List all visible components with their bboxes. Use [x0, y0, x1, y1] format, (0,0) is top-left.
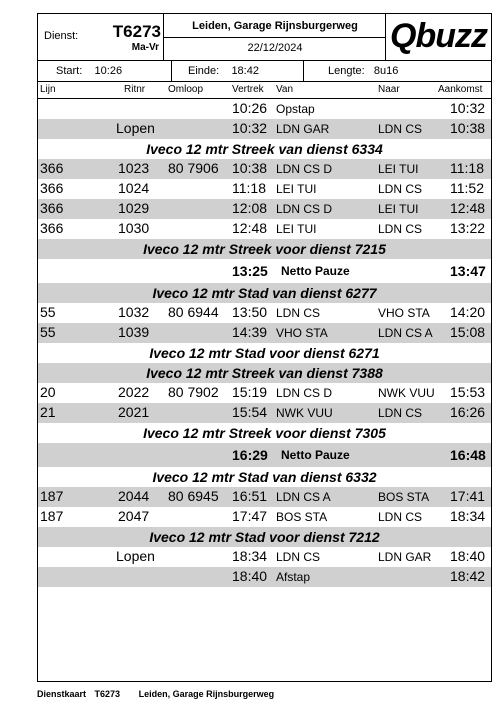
cell-ritnr: Lopen — [116, 548, 155, 564]
col-lijn: Lijn — [40, 84, 56, 95]
cell-aankomst: 13:22 — [450, 220, 486, 236]
start-label: Start: — [56, 65, 83, 77]
cell-van: LDN CS A — [276, 490, 331, 504]
cell-aankomst: 16:48 — [450, 447, 486, 463]
trip-row — [38, 403, 491, 423]
cell-ritnr: 2047 — [118, 508, 150, 524]
start-time: 10:26 — [94, 65, 123, 77]
cell-lijn: 366 — [40, 220, 64, 236]
cell-lijn: 366 — [40, 160, 64, 176]
cell-aankomst: 11:18 — [450, 160, 484, 176]
vehicle-title-row — [38, 467, 491, 487]
vehicle-title-row — [38, 527, 491, 547]
cell-ritnr: 2044 — [118, 488, 150, 504]
cell-text: Iveco 12 mtr Stad van dienst 6277 — [152, 285, 377, 301]
cell-aankomst: 10:32 — [450, 100, 486, 116]
einde-label: Einde: — [188, 65, 220, 77]
cell-ritnr: 2022 — [118, 384, 150, 400]
cell-vertrek: 18:40 — [232, 568, 268, 584]
cell-naar: LDN CS — [378, 182, 423, 196]
cell-ritnr: 1029 — [118, 200, 150, 216]
cell-naar: BOS STA — [378, 490, 430, 504]
cell-van: NWK VUU — [276, 406, 333, 420]
einde-time: 18:42 — [231, 65, 259, 77]
cell-vertrek: 15:54 — [232, 404, 268, 420]
dienst-code: T6273 — [112, 22, 161, 41]
cell-van: VHO STA — [276, 326, 328, 340]
trip-row — [38, 507, 491, 527]
cell-naar: NWK VUU — [378, 386, 435, 400]
cell-vertrek: 13:25 — [232, 263, 268, 279]
cell-vertrek: 16:29 — [232, 447, 268, 463]
cell-lijn: 55 — [40, 324, 56, 340]
cell-naar: LEI TUI — [378, 202, 419, 216]
dienst-label: Dienst: — [44, 30, 79, 42]
vehicle-title-row — [38, 363, 491, 383]
cell-naar: LDN CS A — [378, 326, 433, 340]
trip-row — [38, 547, 491, 567]
cell-van: LDN CS D — [276, 162, 333, 176]
cell-aankomst: 18:40 — [450, 548, 486, 564]
cell-aankomst: 10:38 — [450, 120, 486, 136]
column-header — [38, 81, 491, 99]
footer-code: T6273 — [94, 689, 121, 699]
cell-vertrek: 12:08 — [232, 200, 268, 216]
cell-vertrek: 16:51 — [232, 488, 268, 504]
footer-title: Dienstkaart — [37, 689, 87, 699]
schedule-rows — [38, 99, 491, 587]
trip-row — [38, 179, 491, 199]
col-van: Van — [276, 84, 294, 95]
cell-naar: LEI TUI — [378, 162, 419, 176]
vehicle-title-row — [38, 283, 491, 303]
cell-vertrek: 11:18 — [232, 180, 266, 196]
trip-row — [38, 199, 491, 219]
lengte-label: Lengte: — [328, 65, 365, 77]
cell-aankomst: 15:53 — [450, 384, 486, 400]
cell-lijn: 366 — [40, 180, 64, 196]
cell-ritnr: 1023 — [118, 160, 150, 176]
cell-text: Iveco 12 mtr Streek voor dienst 7215 — [143, 241, 386, 257]
col-ritnr: Ritnr — [124, 84, 146, 95]
cell-aankomst: 16:26 — [450, 404, 486, 420]
cell-aankomst: 14:20 — [450, 304, 486, 320]
cell-aankomst: 17:41 — [450, 488, 486, 504]
lengte-cell — [304, 61, 491, 81]
cell-van: LEI TUI — [276, 222, 317, 236]
lengte-value: 8u16 — [373, 65, 399, 77]
vehicle-title-row — [38, 423, 491, 443]
cell-vertrek: 18:34 — [232, 548, 268, 564]
cell-naar: LDN CS — [378, 222, 423, 236]
footer — [37, 689, 280, 699]
cell-van: LDN CS — [276, 550, 321, 564]
trip-row — [38, 119, 491, 139]
cell-omloop: 80 7906 — [168, 160, 219, 176]
cell-van: BOS STA — [276, 510, 328, 524]
cell-van: Netto Pauze — [281, 264, 350, 278]
qbuzz-logo: Qbuzz — [390, 17, 487, 55]
vehicle-title-row — [38, 239, 491, 259]
cell-naar: LDN GAR — [378, 550, 432, 564]
trip-row — [38, 487, 491, 507]
col-vertrek: Vertrek — [232, 84, 264, 95]
trip-row — [38, 159, 491, 179]
col-naar: Naar — [378, 84, 400, 95]
cell-aankomst: 12:48 — [450, 200, 486, 216]
cell-text: Iveco 12 mtr Streek voor dienst 7305 — [143, 425, 386, 441]
cell-text: Iveco 12 mtr Streek van dienst 7388 — [146, 365, 383, 381]
cell-van: Netto Pauze — [281, 448, 350, 462]
cell-van: Opstap — [276, 102, 315, 116]
header-logo-cell — [386, 14, 491, 60]
einde-cell — [172, 61, 304, 81]
cell-text: Iveco 12 mtr Stad van dienst 6332 — [152, 469, 377, 485]
cell-text: Iveco 12 mtr Stad voor dienst 7212 — [149, 529, 380, 545]
cell-aankomst: 11:52 — [450, 180, 484, 196]
col-omloop: Omloop — [168, 84, 204, 95]
cell-ritnr: 1039 — [118, 324, 150, 340]
cell-aankomst: 13:47 — [450, 263, 486, 279]
header-divider — [164, 37, 386, 38]
cell-ritnr: 2021 — [118, 404, 150, 420]
vehicle-title-row — [38, 343, 491, 363]
pause-row — [38, 259, 491, 283]
cell-lijn: 20 — [40, 384, 56, 400]
cell-lijn: 187 — [40, 508, 64, 524]
cell-lijn: 21 — [40, 404, 56, 420]
cell-lijn: 366 — [40, 200, 64, 216]
header — [38, 14, 491, 61]
shift-times-bar — [38, 61, 491, 82]
cell-omloop: 80 6944 — [168, 304, 219, 320]
cell-van: LDN CS D — [276, 386, 333, 400]
vehicle-title-row — [38, 139, 491, 159]
cell-ritnr: 1030 — [118, 220, 150, 236]
trip-row — [38, 303, 491, 323]
cell-van: Afstap — [276, 570, 311, 584]
cell-vertrek: 10:38 — [232, 160, 268, 176]
cell-vertrek: 13:50 — [232, 304, 268, 320]
cell-omloop: 80 6945 — [168, 488, 219, 504]
dienst-date: 22/12/2024 — [247, 42, 303, 54]
cell-text: Iveco 12 mtr Streek van dienst 6334 — [146, 141, 383, 157]
cell-aankomst: 18:34 — [450, 508, 486, 524]
cell-naar: LDN CS — [378, 406, 423, 420]
cell-van: LDN CS D — [276, 202, 333, 216]
dienstkaart-sheet — [37, 13, 492, 682]
cell-van: LDN GAR — [276, 122, 330, 136]
cell-naar: LDN CS — [378, 122, 423, 136]
cell-vertrek: 10:26 — [232, 100, 268, 116]
cell-lijn: 187 — [40, 488, 64, 504]
garage-name: Leiden, Garage Rijnsburgerweg — [192, 20, 358, 32]
cell-ritnr: 1024 — [118, 180, 150, 196]
trip-row — [38, 323, 491, 343]
cell-omloop: 80 7902 — [168, 384, 219, 400]
footer-garage: Leiden, Garage Rijnsburgerweg — [138, 689, 275, 699]
cell-vertrek: 12:48 — [232, 220, 268, 236]
cell-naar: LDN CS — [378, 510, 423, 524]
cell-vertrek: 17:47 — [232, 508, 268, 524]
trip-row — [38, 383, 491, 403]
cell-lijn: 55 — [40, 304, 56, 320]
cell-van: LDN CS — [276, 306, 321, 320]
cell-ritnr: Lopen — [116, 120, 155, 136]
header-garage-cell — [164, 14, 386, 60]
trip-row — [38, 99, 491, 119]
cell-naar: VHO STA — [378, 306, 430, 320]
dienst-days: Ma-Vr — [131, 42, 159, 53]
trip-row — [38, 219, 491, 239]
cell-aankomst: 18:42 — [450, 568, 486, 584]
cell-text: Iveco 12 mtr Stad voor dienst 6271 — [149, 345, 380, 361]
cell-aankomst: 15:08 — [450, 324, 486, 340]
cell-ritnr: 1032 — [118, 304, 150, 320]
trip-row — [38, 567, 491, 587]
cell-van: LEI TUI — [276, 182, 317, 196]
cell-vertrek: 14:39 — [232, 324, 268, 340]
col-aankomst: Aankomst — [438, 84, 483, 95]
cell-vertrek: 10:32 — [232, 120, 268, 136]
start-cell — [38, 61, 172, 81]
cell-vertrek: 15:19 — [232, 384, 268, 400]
header-dienst-cell — [38, 14, 164, 60]
pause-row — [38, 443, 491, 467]
